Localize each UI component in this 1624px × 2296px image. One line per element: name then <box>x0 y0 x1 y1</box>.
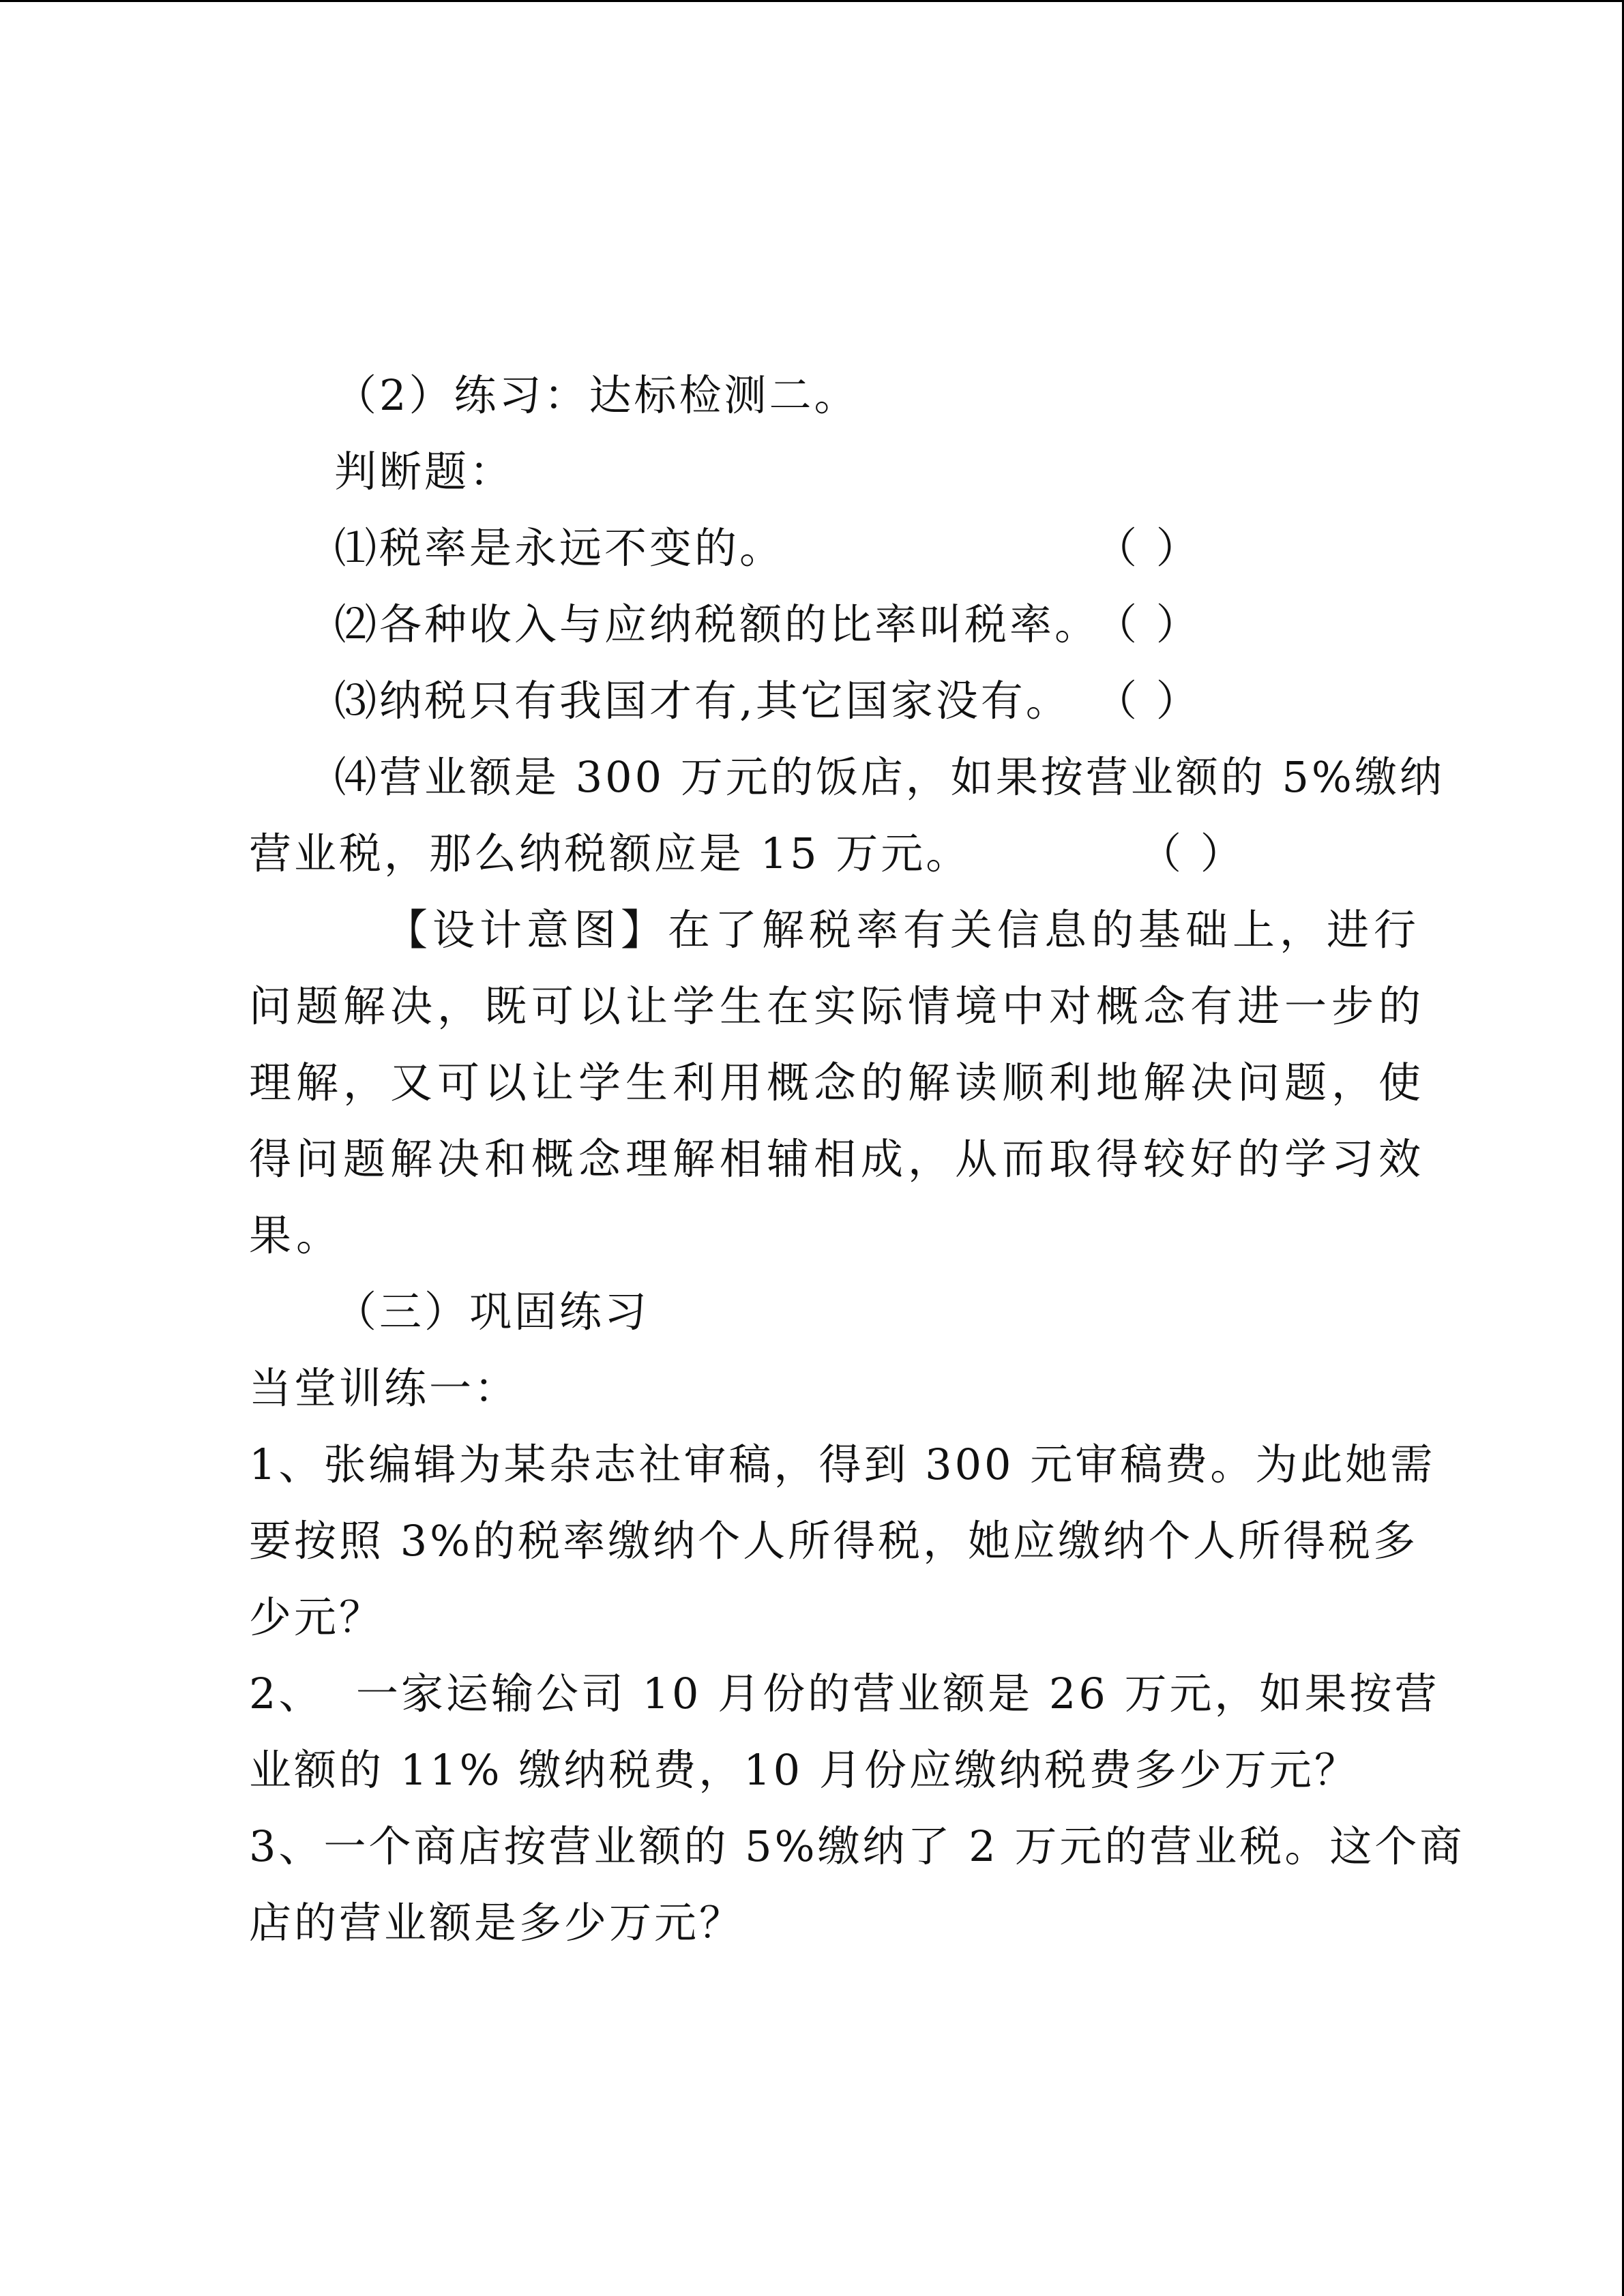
question-line <box>0 1885 1624 1961</box>
answer-blank: （ ） <box>1095 599 1201 649</box>
question-1-text: 要按照 3%的税率缴纳个人所得税，她应缴纳个人所得税多 <box>249 1516 1419 1566</box>
judge-item <box>0 739 1624 816</box>
answer-blank: （ ） <box>1095 523 1201 573</box>
design-intent-line <box>0 892 1624 968</box>
judge-item-text: ⑶纳税只有我国才有,其它国家没有。 <box>334 676 1071 726</box>
question-line <box>0 1656 1624 1732</box>
judge-item-text: ⑷营业额是 300 万元的饭店，如果按营业额的 5%缴纳 <box>334 752 1445 802</box>
question-line <box>0 1808 1624 1885</box>
question-3-text: 店的营业额是多少万元？ <box>249 1898 745 1948</box>
design-intent-text: 得问题解决和概念理解相辅相成，从而取得较好的学习效 <box>249 1134 1426 1184</box>
design-intent-text: 问题解决，既可以让学生在实际情境中对概念有进一步的 <box>249 981 1426 1031</box>
question-line <box>0 1427 1624 1503</box>
design-intent-line <box>0 1121 1624 1197</box>
design-intent-line <box>0 968 1624 1045</box>
question-line <box>0 1732 1624 1808</box>
judge-item-text: 营业税，那么纳税额应是 15 万元。 <box>249 829 971 878</box>
question-1-text: 1、张编辑为某杂志社审稿，得到 300 元审稿费。为此她需 <box>249 1440 1436 1489</box>
judge-item-continuation <box>0 816 1624 892</box>
answer-blank: （ ） <box>1095 676 1201 726</box>
judge-title: 判断题： <box>334 447 515 496</box>
judge-item <box>0 586 1624 663</box>
judge-item-text: ⑴税率是永远不变的。 <box>334 523 785 573</box>
design-intent-line <box>0 1197 1624 1274</box>
question-line <box>0 1503 1624 1579</box>
training-title: 当堂训练一： <box>249 1363 520 1413</box>
judge-title-line <box>0 434 1624 510</box>
question-2-text: 2、 一家运输公司 10 月份的营业额是 26 万元，如果按营 <box>249 1669 1440 1718</box>
judge-item <box>0 510 1624 586</box>
question-line <box>0 1579 1624 1656</box>
consolidation-heading: （三）巩固练习 <box>334 1287 650 1337</box>
question-3-text: 3、一个商店按营业额的 5%缴纳了 2 万元的营业税。这个商 <box>249 1821 1465 1871</box>
design-intent-text: 【设计意图】在了解税率有关信息的基础上，进行 <box>385 905 1421 955</box>
design-intent-line <box>0 1045 1624 1121</box>
question-2-text: 业额的 11% 缴纳税费，10 月份应缴纳税费多少万元？ <box>249 1745 1359 1795</box>
training-title-line <box>0 1350 1624 1427</box>
design-intent-text: 理解，又可以让学生利用概念的解读顺利地解决问题，使 <box>249 1058 1426 1107</box>
judge-item-text: ⑵各种收入与应纳税额的比率叫税率。 <box>334 599 1100 649</box>
page-border-top <box>0 0 1624 2</box>
question-1-text: 少元？ <box>249 1592 385 1642</box>
design-intent-text: 果。 <box>249 1210 344 1260</box>
answer-blank: （ ） <box>1139 829 1245 878</box>
section-heading <box>0 357 1624 434</box>
judge-item <box>0 663 1624 739</box>
exercise-heading: （2）练习：达标检测二。 <box>334 370 859 420</box>
section3-heading-line <box>0 1274 1624 1350</box>
